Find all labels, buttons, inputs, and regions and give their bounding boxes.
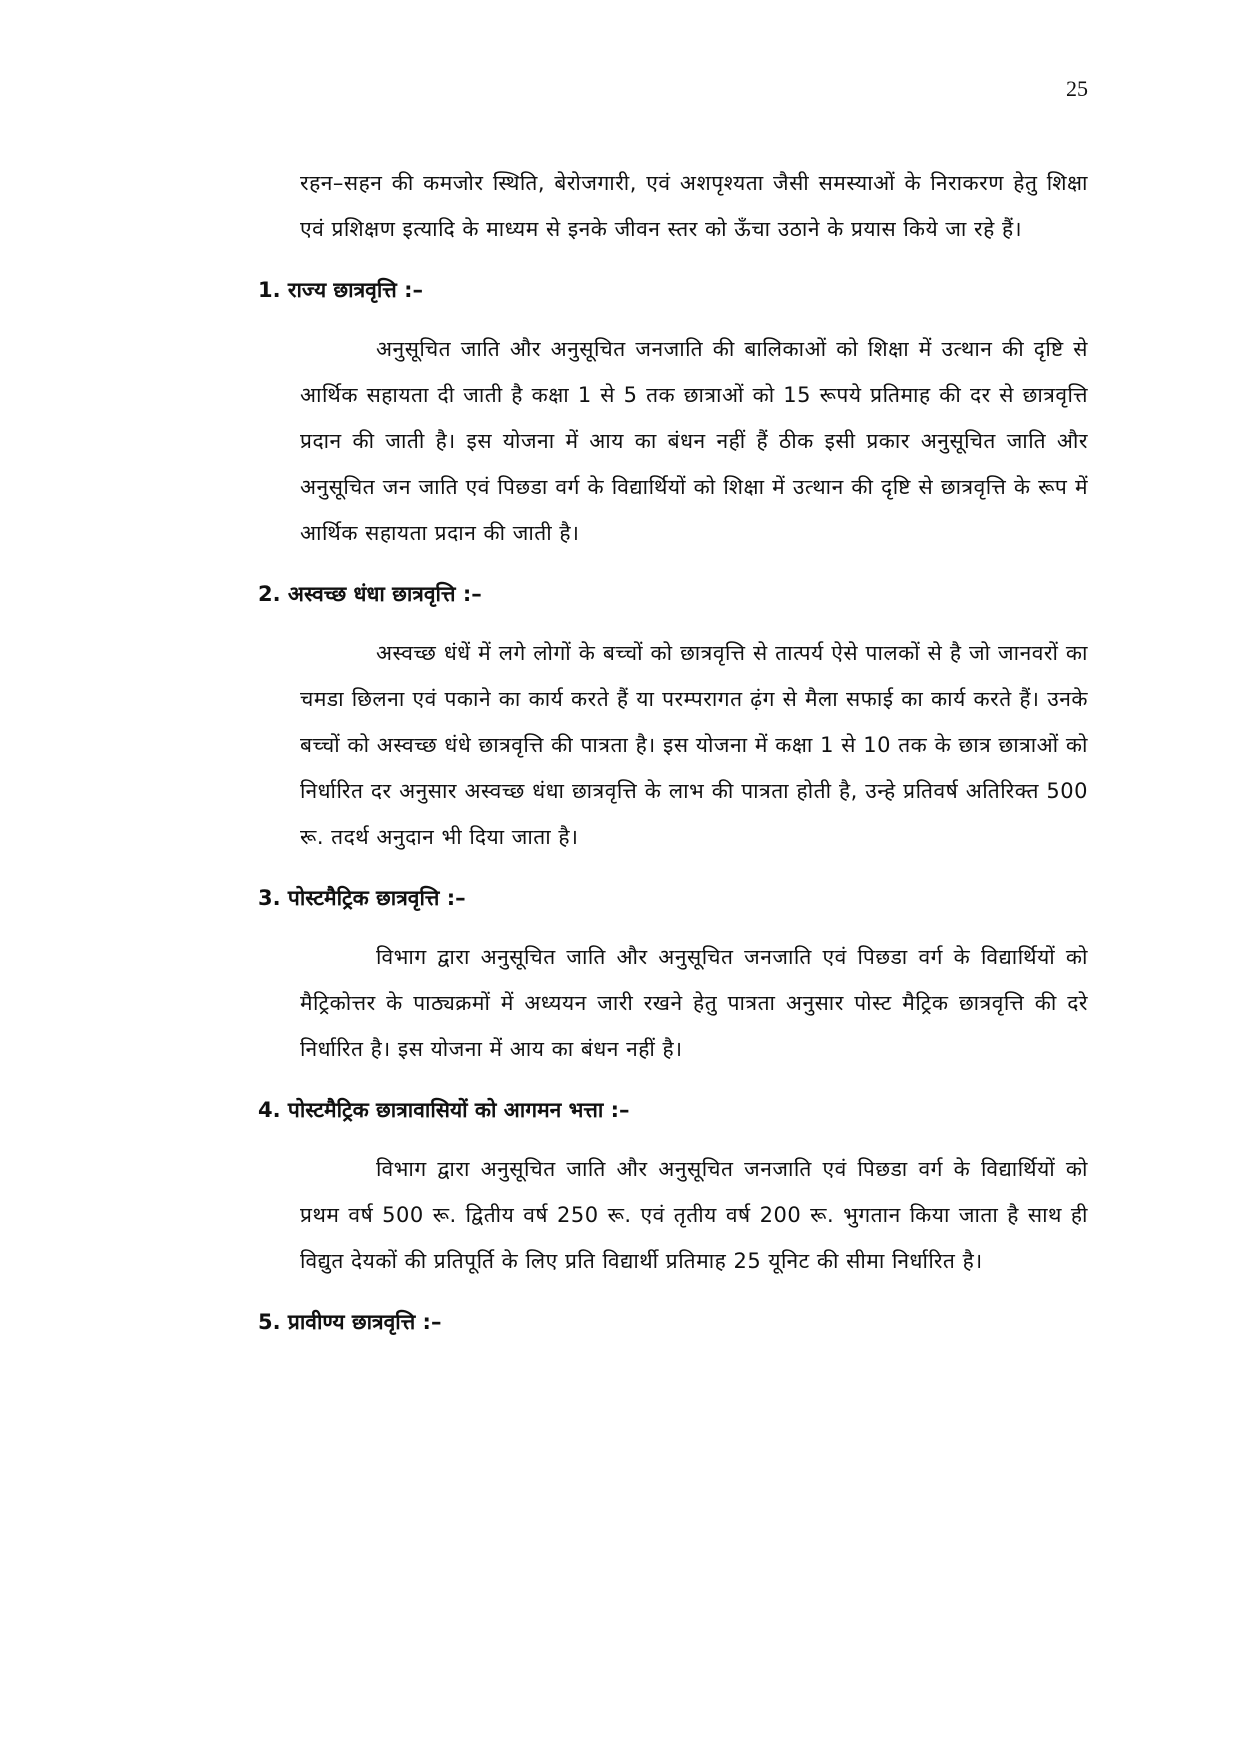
section-heading-2: 2. अस्वच्छ धंधा छात्रवृत्ति :– <box>258 582 482 606</box>
section-heading-4: 4. पोस्टमैट्रिक छात्रावासियों को आगमन भत्ता :– <box>258 1098 630 1122</box>
document-body <box>258 160 1088 1342</box>
section-body-4: विभाग द्वारा अनुसूचित जाति और अनुसूचित जनजाति एवं पिछडा वर्ग के विद्यार्थियों को प्रथम वर्ष 500 रू. द्वितीय वर्ष 250 रू. एवं तृतीय वर्ष 200 रू. भुगतान किया जाता है साथ ही विद्युत देयकों की प्रतिपूर्ति के लिए प्रति विद्यार्थी प्रतिमाह 25 यूनिट की सीमा निर्धारित है। <box>300 1157 1088 1273</box>
intro-paragraph: रहन–सहन की कमजोर स्थिति, बेरोजगारी, एवं अशपृश्यता जैसी समस्याओं के निराकरण हेतु शिक्षा एवं प्रशिक्षण इत्यादि के माध्यम से इनके जीवन स्तर को ऊँचा उठाने के प्रयास किये जा रहे हैं। <box>300 171 1088 241</box>
section-body-1: अनुसूचित जाति और अनुसूचित जनजाति की बालिकाओं को शिक्षा में उत्थान की दृष्टि से आर्थिक सहायता दी जाती है कक्षा 1 से 5 तक छात्राओं को 15 रूपये प्रतिमाह की दर से छात्रवृत्ति प्रदान की जाती है। इस योजना में आय का बंधन नहीं हैं ठीक इसी प्रकार अनुसूचित जाति और अनुसूचित जन जाति एवं पिछडा वर्ग के विद्यार्थियों को शिक्षा में उत्थान की दृष्टि से छात्रवृत्ति के रूप में आर्थिक सहायता प्रदान की जाती है। <box>300 337 1088 545</box>
section-heading-3: 3. पोस्टमैट्रिक छात्रवृत्ति :– <box>258 886 466 910</box>
page-number: 25 <box>1066 76 1088 101</box>
section-body-2: अस्वच्छ धंधें में लगे लोगों के बच्चों को छात्रवृत्ति से तात्पर्य ऐसे पालकों से है जो जानवरों का चमडा छिलना एवं पकाने का कार्य करते हैं या परम्परागत ढ़ंग से मैला सफाई का कार्य करते हैं। उनके बच्चों को अस्वच्छ धंधे छात्रवृत्ति की पात्रता है। इस योजना में कक्षा 1 से 10 तक के छात्र छात्राओं को निर्धारित दर अनुसार अस्वच्छ धंधा छात्रवृत्ति के लाभ की पात्रता होती है, उन्हे प्रतिवर्ष अतिरिक्त 500 रू. तदर्थ अनुदान भी दिया जाता है। <box>300 641 1088 849</box>
section-heading-1: 1. राज्य छात्रवृत्ति :– <box>258 278 424 302</box>
section-heading-5: 5. प्रावीण्य छात्रवृत्ति :– <box>258 1310 442 1334</box>
section-body-3: विभाग द्वारा अनुसूचित जाति और अनुसूचित जनजाति एवं पिछडा वर्ग के विद्यार्थियों को मैट्रिकोत्तर के पाठ्यक्रमों में अध्ययन जारी रखने हेतु पात्रता अनुसार पोस्ट मैट्रिक छात्रवृत्ति की दरे निर्धारित है। इस योजना में आय का बंधन नहीं है। <box>300 945 1088 1061</box>
